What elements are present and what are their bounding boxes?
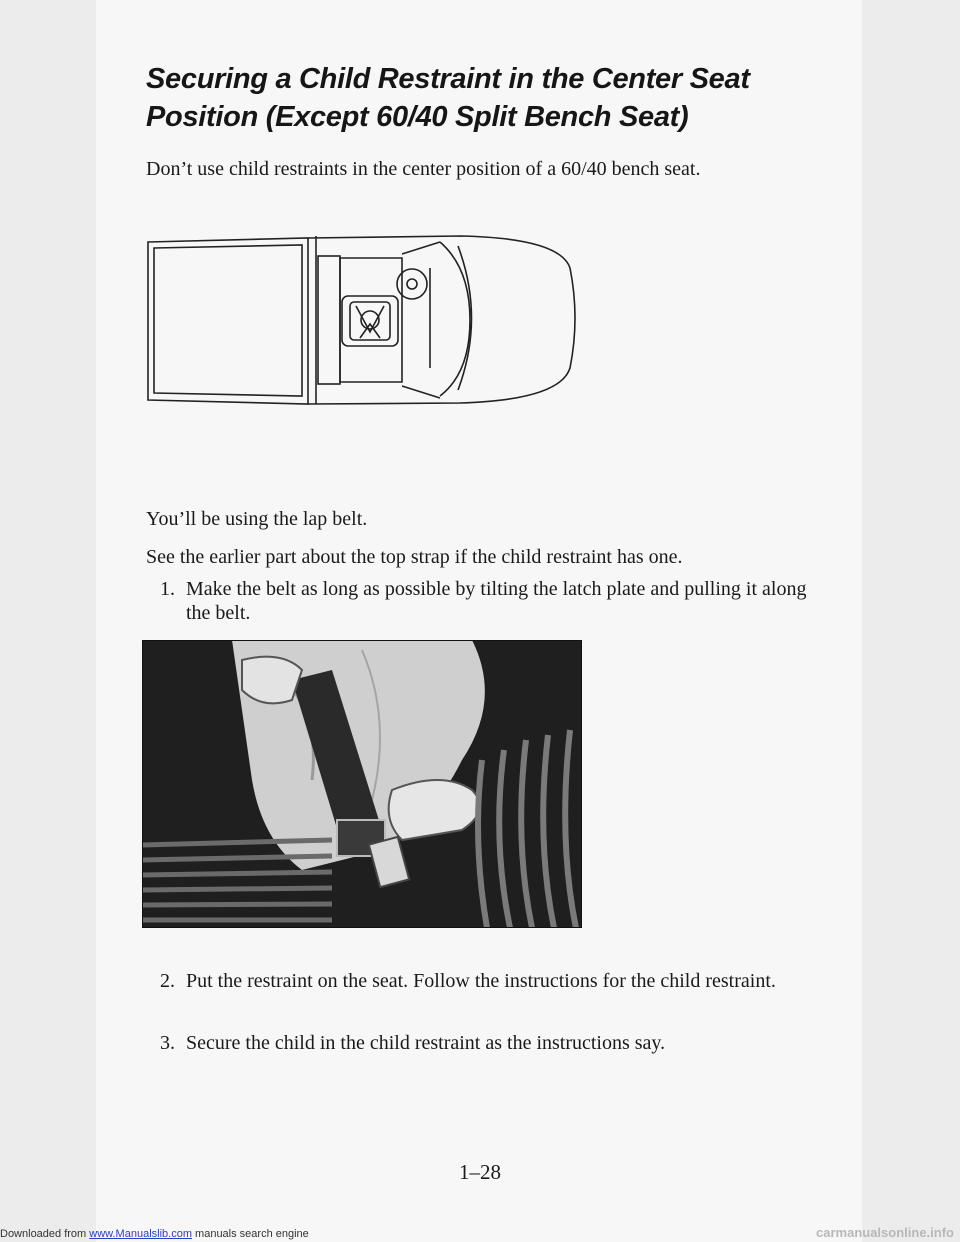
latch-plate-photo [142, 640, 582, 928]
intro-paragraph: Don’t use child restraints in the center position of a 60/40 bench seat. [146, 158, 701, 180]
step-text: Secure the child in the child restraint as the instructions say. [186, 1032, 666, 1054]
footer-suffix: manuals search engine [191, 1228, 309, 1240]
step-number: 3. [160, 1032, 175, 1054]
manualslib-link[interactable]: www.Manualslib.com [89, 1228, 192, 1240]
title-line-1: Securing a Child Restraint in the Center Seat [146, 63, 750, 95]
lap-belt-paragraph: You’ll be using the lap belt. [146, 508, 368, 530]
step-2 [160, 969, 810, 993]
step-text: Put the restraint on the seat. Follow the instructions for the child restraint. [186, 970, 776, 992]
step-number: 1. [160, 578, 175, 600]
step-number: 2. [160, 970, 175, 992]
step-text: Make the belt as long as possible by tilting the latch plate and pulling it along the belt. [186, 578, 807, 624]
section-title [146, 60, 846, 136]
download-footer [0, 1228, 309, 1240]
step-1 [160, 577, 810, 625]
step-3 [160, 1031, 810, 1055]
car-top-view-diagram [140, 228, 586, 410]
title-line-2: Position (Except 60/40 Split Bench Seat) [146, 101, 689, 133]
watermark: carmanualsonline.info [816, 1225, 954, 1240]
footer-prefix: Downloaded from [0, 1228, 90, 1240]
page-number: 1–28 [459, 1160, 501, 1184]
top-strap-paragraph: See the earlier part about the top strap if the child restraint has one. [146, 546, 683, 568]
